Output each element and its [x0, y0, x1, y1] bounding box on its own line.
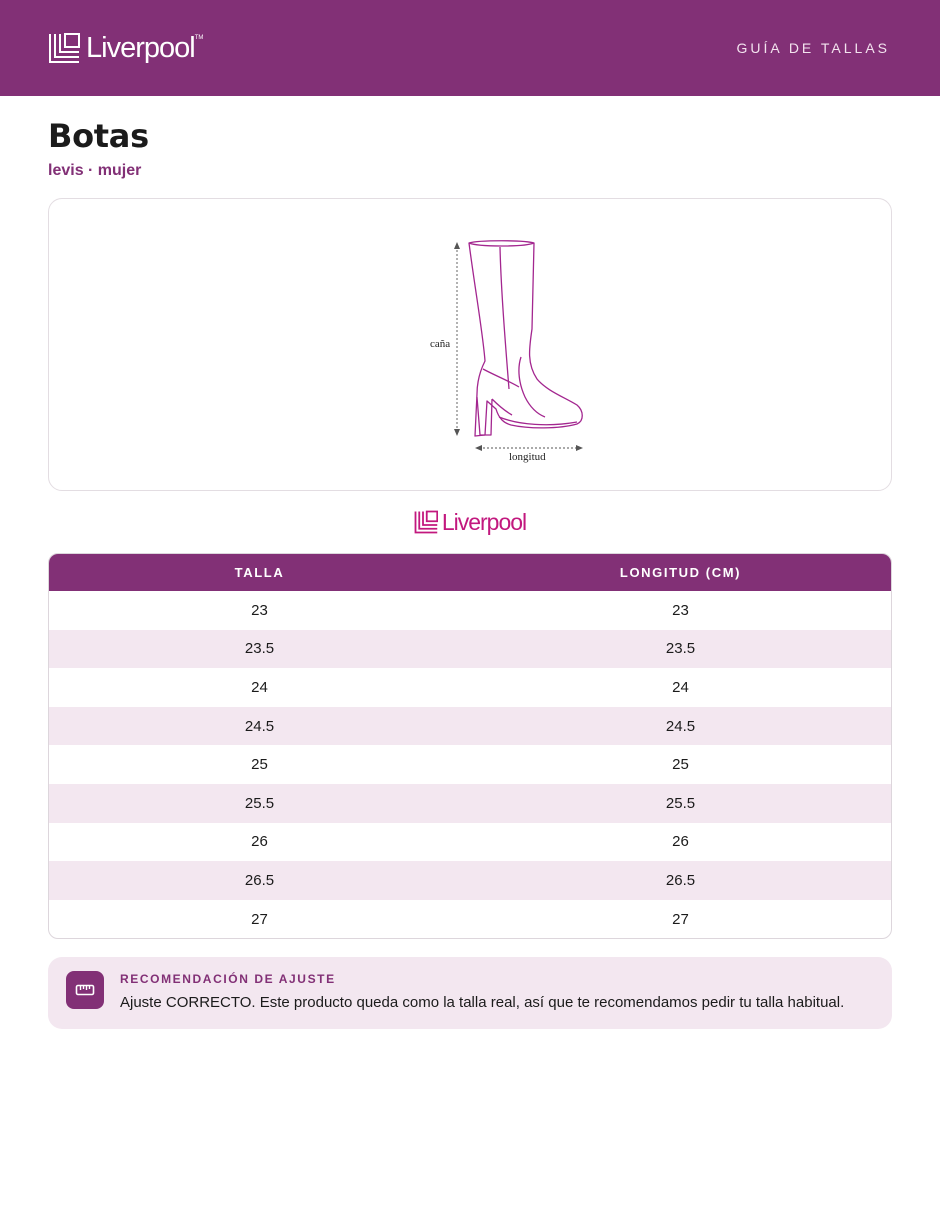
liverpool-logo-icon — [414, 510, 438, 534]
table-row — [49, 784, 891, 823]
length-cell: 24.5 — [665, 717, 696, 735]
boot-diagram-card — [48, 198, 892, 491]
watermark-wordmark: Liverpool — [441, 508, 527, 535]
length-label: longitud — [509, 451, 546, 463]
recommendation-title: RECOMENDACIÓN DE AJUSTE — [120, 972, 336, 987]
length-cell: 24 — [672, 678, 689, 696]
table-row — [49, 668, 891, 707]
size-cell: 24.5 — [244, 717, 275, 735]
size-cell: 26.5 — [244, 871, 275, 889]
size-table-card — [48, 553, 892, 939]
table-row — [49, 591, 891, 630]
size-cell: 27 — [251, 910, 268, 928]
size-cell: 25 — [251, 756, 268, 774]
column-header-length: LONGITUD (CM) — [619, 565, 742, 580]
table-row — [49, 630, 891, 669]
table-row — [49, 823, 891, 862]
length-cell: 27 — [672, 910, 689, 928]
size-cell: 25.5 — [244, 794, 275, 812]
ruler-icon — [66, 971, 104, 1009]
page-title: Botas — [48, 117, 149, 155]
recommendation-text: Ajuste CORRECTO. Este producto queda como la talla real, así que te recomendamos pedir tu talla habitual. — [120, 994, 845, 1012]
table-row — [49, 900, 891, 939]
watermark-logo — [48, 507, 892, 537]
length-cell: 23 — [672, 601, 689, 619]
size-cell: 26 — [251, 833, 268, 851]
size-cell: 23.5 — [244, 640, 275, 658]
table-row — [49, 707, 891, 746]
table-row — [49, 745, 891, 784]
table-header-row — [49, 554, 891, 591]
length-cell: 26 — [672, 833, 689, 851]
section-title: GUÍA DE TALLAS — [736, 40, 890, 56]
length-cell: 26.5 — [665, 871, 696, 889]
length-cell: 25 — [672, 756, 689, 774]
size-table — [49, 554, 891, 938]
table-row — [49, 861, 891, 900]
product-subtitle: levis · mujer — [48, 162, 142, 179]
fit-recommendation — [48, 957, 892, 1029]
main-content — [0, 116, 940, 1029]
length-cell: 23.5 — [665, 640, 696, 658]
height-label: caña — [430, 338, 451, 350]
length-cell: 25.5 — [665, 794, 696, 812]
page-header — [0, 0, 940, 96]
liverpool-logo-icon — [48, 33, 80, 63]
boot-outline — [469, 241, 582, 436]
size-cell: 23 — [251, 601, 268, 619]
size-cell: 24 — [251, 678, 268, 696]
boot-measurement-diagram — [379, 229, 589, 469]
brand-logo[interactable]: Liverpool TM — [48, 31, 203, 65]
brand-wordmark: Liverpool — [86, 31, 195, 64]
column-header-size: TALLA — [234, 565, 285, 580]
